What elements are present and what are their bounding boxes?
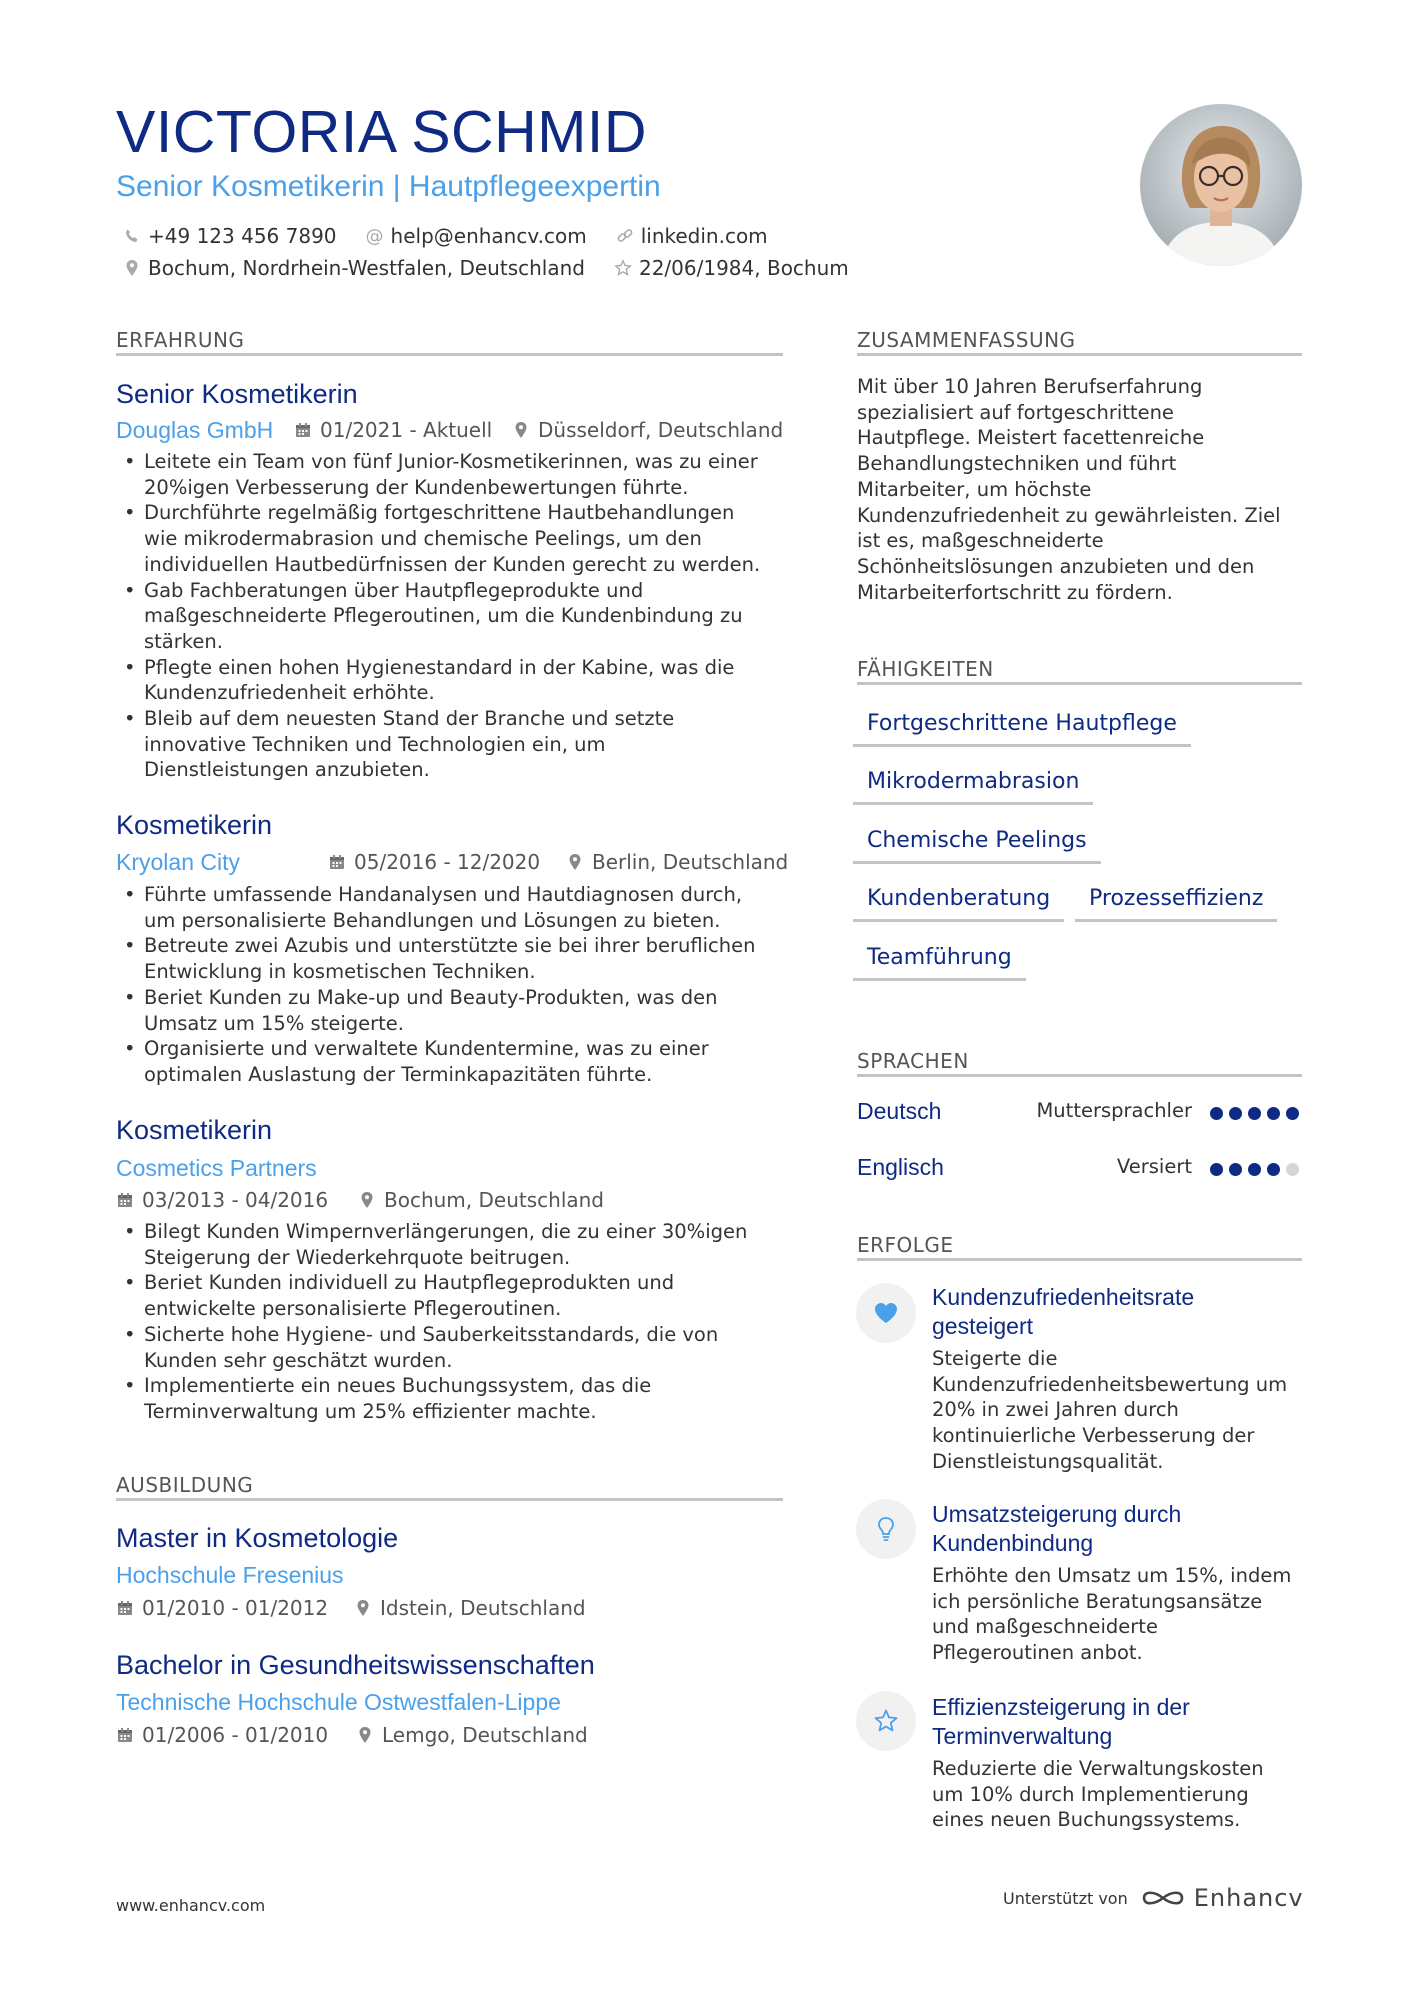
email-text[interactable]: help@enhancv.com (390, 224, 587, 248)
map-pin-icon (566, 853, 584, 871)
job-dates (328, 850, 540, 874)
rating-dot (1248, 1163, 1261, 1176)
job-location-text: Düsseldorf, Deutschland (538, 418, 784, 442)
map-pin-icon (512, 421, 530, 439)
achievement-text: Erhöhte den Umsatz um 15%, indem ich persönliche Beratungsansätze und maßgeschneiderte Pflegeroutinen anbot. (932, 1564, 1292, 1665)
education-dates-text: 01/2010 - 01/2012 (142, 1596, 329, 1620)
list-item: • Leitete ein Team von fünf Junior-Kosmetikerinnen, was zu einer 20%igen Verbesserung der Kundenbewertungen führte. (116, 449, 786, 500)
rating-dot (1248, 1107, 1261, 1120)
contact-row-1 (122, 224, 796, 248)
list-item: • Führte umfassende Handanalysen und Hautdiagnosen durch, um personalisierte Behandlungen und Lösungen zu bieten. (116, 882, 786, 933)
phone-text: +49 123 456 7890 (148, 224, 337, 248)
email[interactable] (365, 224, 587, 248)
heart-icon (856, 1283, 916, 1343)
language-name: Deutsch (857, 1098, 942, 1124)
map-pin-icon (356, 1726, 374, 1744)
at-icon: @ (365, 225, 384, 247)
job-location-text: Berlin, Deutschland (592, 850, 789, 874)
list-item: • Organisierte und verwaltete Kundentermine, was zu einer optimalen Auslastung der Terminkapazitäten führte. (116, 1036, 786, 1087)
language-rating (1204, 1163, 1299, 1176)
job-dates (116, 1188, 328, 1212)
education-divider (116, 1498, 783, 1501)
list-item: • Beriet Kunden zu Make-up und Beauty-Produkten, was den Umsatz um 15% steigerte. (116, 985, 786, 1036)
map-pin-icon (354, 1599, 372, 1617)
phone (122, 224, 337, 248)
profile-photo (1140, 104, 1302, 266)
birth (613, 256, 849, 280)
footer-powered-by (1003, 1884, 1304, 1912)
list-item: • Beriet Kunden individuell zu Hautpflegeprodukten und entwickelte personalisierte Pflegeroutinen. (116, 1270, 786, 1321)
skill-tag: Teamführung (853, 945, 1026, 981)
star-icon (856, 1691, 916, 1751)
language-level: Muttersprachler (1036, 1099, 1192, 1122)
school-name: Hochschule Fresenius (116, 1562, 344, 1588)
job-location (566, 850, 788, 874)
language-level: Versiert (1116, 1155, 1192, 1178)
skill-tag: Mikrodermabrasion (853, 769, 1093, 805)
job-title: Kosmetikerin (116, 810, 273, 840)
calendar-icon (116, 1726, 134, 1744)
list-item: • Bleib auf dem neuesten Stand der Branche und setzte innovative Techniken und Technologien ein, um Dienstleistungen anzubieten. (116, 706, 786, 783)
summary-text: Mit über 10 Jahren Berufserfahrung spezialisiert auf fortgeschrittene Hautpflege. Meistert facettenreiche Behandlungstechniken und führt Mitarbeiter, um höchste Kundenzufriedenheit zu gewährleisten. Ziel ist es, maßgeschneiderte Schönheitslösungen anzubieten und den Mitarbeiterfortschritt zu fördern. (857, 375, 1281, 604)
skills-divider (857, 682, 1302, 685)
rating-dot (1229, 1107, 1242, 1120)
location (122, 256, 585, 280)
education-dates (116, 1596, 328, 1620)
education-dates (116, 1723, 328, 1747)
phone-icon (122, 226, 142, 246)
rating-dot (1229, 1163, 1242, 1176)
languages-divider (857, 1074, 1302, 1077)
calendar-icon (116, 1599, 134, 1617)
powered-by-label: Unterstützt von (1003, 1888, 1128, 1908)
languages-heading: SPRACHEN (857, 1049, 969, 1073)
education-location-text: Idstein, Deutschland (380, 1596, 586, 1620)
job-company: Cosmetics Partners (116, 1155, 317, 1181)
star-outline-icon (613, 258, 633, 278)
achievement-text: Reduzierte die Verwaltungskosten um 10% durch Implementierung eines neuen Buchungssystems. (932, 1757, 1264, 1832)
degree-title: Bachelor in Gesundheitswissenschaften (116, 1650, 595, 1680)
education-location-text: Lemgo, Deutschland (382, 1723, 588, 1747)
rating-dot (1286, 1107, 1299, 1120)
experience-heading: ERFAHRUNG (116, 328, 245, 352)
job-title: Kosmetikerin (116, 1115, 273, 1145)
language-name: Englisch (857, 1154, 944, 1180)
skill-tag: Kundenberatung (853, 886, 1064, 922)
school-name: Technische Hochschule Ostwestfalen-Lippe (116, 1689, 561, 1715)
list-item: • Durchführte regelmäßig fortgeschrittene Hautbehandlungen wie mikrodermabrasion und chemische Peelings, um den individuellen Hautbedürfnissen der Kunden gerecht zu werden. (116, 500, 786, 577)
calendar-icon (294, 421, 312, 439)
job-company: Kryolan City (116, 849, 240, 875)
job-title: Senior Kosmetikerin (116, 379, 358, 409)
enhancv-logo-icon (1140, 1885, 1186, 1911)
rating-dot (1210, 1107, 1223, 1120)
location-text: Bochum, Nordrhein-Westfalen, Deutschland (148, 256, 585, 280)
job-location (358, 1188, 604, 1212)
job-location (512, 418, 783, 442)
language-rating (1204, 1107, 1299, 1120)
achievement-title: Effizienzsteigerung in der Terminverwaltung (932, 1694, 1190, 1749)
skill-tag: Prozesseffizienz (1075, 886, 1277, 922)
list-item: • Betreute zwei Azubis und unterstützte sie bei ihrer beruflichen Entwicklung in kosmetischen Techniken. (116, 933, 786, 984)
education-location (354, 1596, 586, 1620)
calendar-icon (116, 1191, 134, 1209)
achievements-divider (857, 1258, 1302, 1261)
job-bullets (116, 882, 786, 1088)
contact-row-2 (122, 256, 877, 280)
rating-dot (1210, 1163, 1223, 1176)
rating-dot (1267, 1107, 1280, 1120)
job-dates-text: 03/2013 - 04/2016 (142, 1188, 329, 1212)
job-bullets (116, 1219, 786, 1425)
job-bullets (116, 449, 786, 783)
job-company: Douglas GmbH (116, 417, 274, 443)
skill-tag: Chemische Peelings (853, 828, 1101, 864)
map-pin-icon (122, 258, 142, 278)
summary-heading: ZUSAMMENFASSUNG (857, 328, 1076, 352)
job-dates-text: 01/2021 - Aktuell (320, 418, 493, 442)
achievement-title: Umsatzsteigerung durch Kundenbindung (932, 1501, 1182, 1556)
education-heading: AUSBILDUNG (116, 1473, 254, 1497)
achievement-text: Steigerte die Kundenzufriedenheitsbewertung um 20% in zwei Jahren durch kontinuierliche Verbesserung der Dienstleistungsqualität. (932, 1347, 1288, 1473)
candidate-name: VICTORIA SCHMID (116, 99, 647, 165)
education-dates-text: 01/2006 - 01/2010 (142, 1723, 329, 1747)
achievement-title: Kundenzufriedenheitsrate gesteigert (932, 1284, 1195, 1339)
degree-title: Master in Kosmetologie (116, 1523, 399, 1553)
list-item: • Implementierte ein neues Buchungssystem, das die Terminverwaltung um 25% effizienter machte. (116, 1373, 786, 1424)
education-location (356, 1723, 588, 1747)
experience-divider (116, 353, 783, 356)
birth-text: 22/06/1984, Bochum (638, 256, 849, 280)
rating-dot (1286, 1163, 1299, 1176)
candidate-subtitle: Senior Kosmetikerin | Hautpflegeexpertin (116, 170, 661, 203)
linkedin-text[interactable]: linkedin.com (640, 224, 768, 248)
job-dates (294, 418, 492, 442)
map-pin-icon (358, 1191, 376, 1209)
calendar-icon (328, 853, 346, 871)
link-icon (615, 226, 635, 246)
list-item: • Bilegt Kunden Wimpernverlängerungen, die zu einer 30%igen Steigerung der Wiederkehrquote beitrugen. (116, 1219, 786, 1270)
summary-divider (857, 353, 1302, 356)
job-dates-text: 05/2016 - 12/2020 (354, 850, 541, 874)
skill-tag: Fortgeschrittene Hautpflege (853, 711, 1191, 747)
enhancv-brand: Enhancv (1193, 1884, 1304, 1912)
skills-heading: FÄHIGKEITEN (857, 657, 994, 681)
achievements-heading: ERFOLGE (857, 1233, 954, 1257)
job-location-text: Bochum, Deutschland (384, 1188, 604, 1212)
footer-website[interactable]: www.enhancv.com (116, 1896, 266, 1915)
lightbulb-icon (856, 1499, 916, 1559)
list-item: • Gab Fachberatungen über Hautpflegeprodukte und maßgeschneiderte Pflegeroutinen, um die Kundenbindung zu stärken. (116, 578, 786, 655)
list-item: • Sicherte hohe Hygiene- und Sauberkeitsstandards, die von Kunden sehr geschätzt wurden. (116, 1322, 786, 1373)
linkedin[interactable] (615, 224, 768, 248)
list-item: • Pflegte einen hohen Hygienestandard in der Kabine, was die Kundenzufriedenheit erhöhte. (116, 655, 786, 706)
rating-dot (1267, 1163, 1280, 1176)
